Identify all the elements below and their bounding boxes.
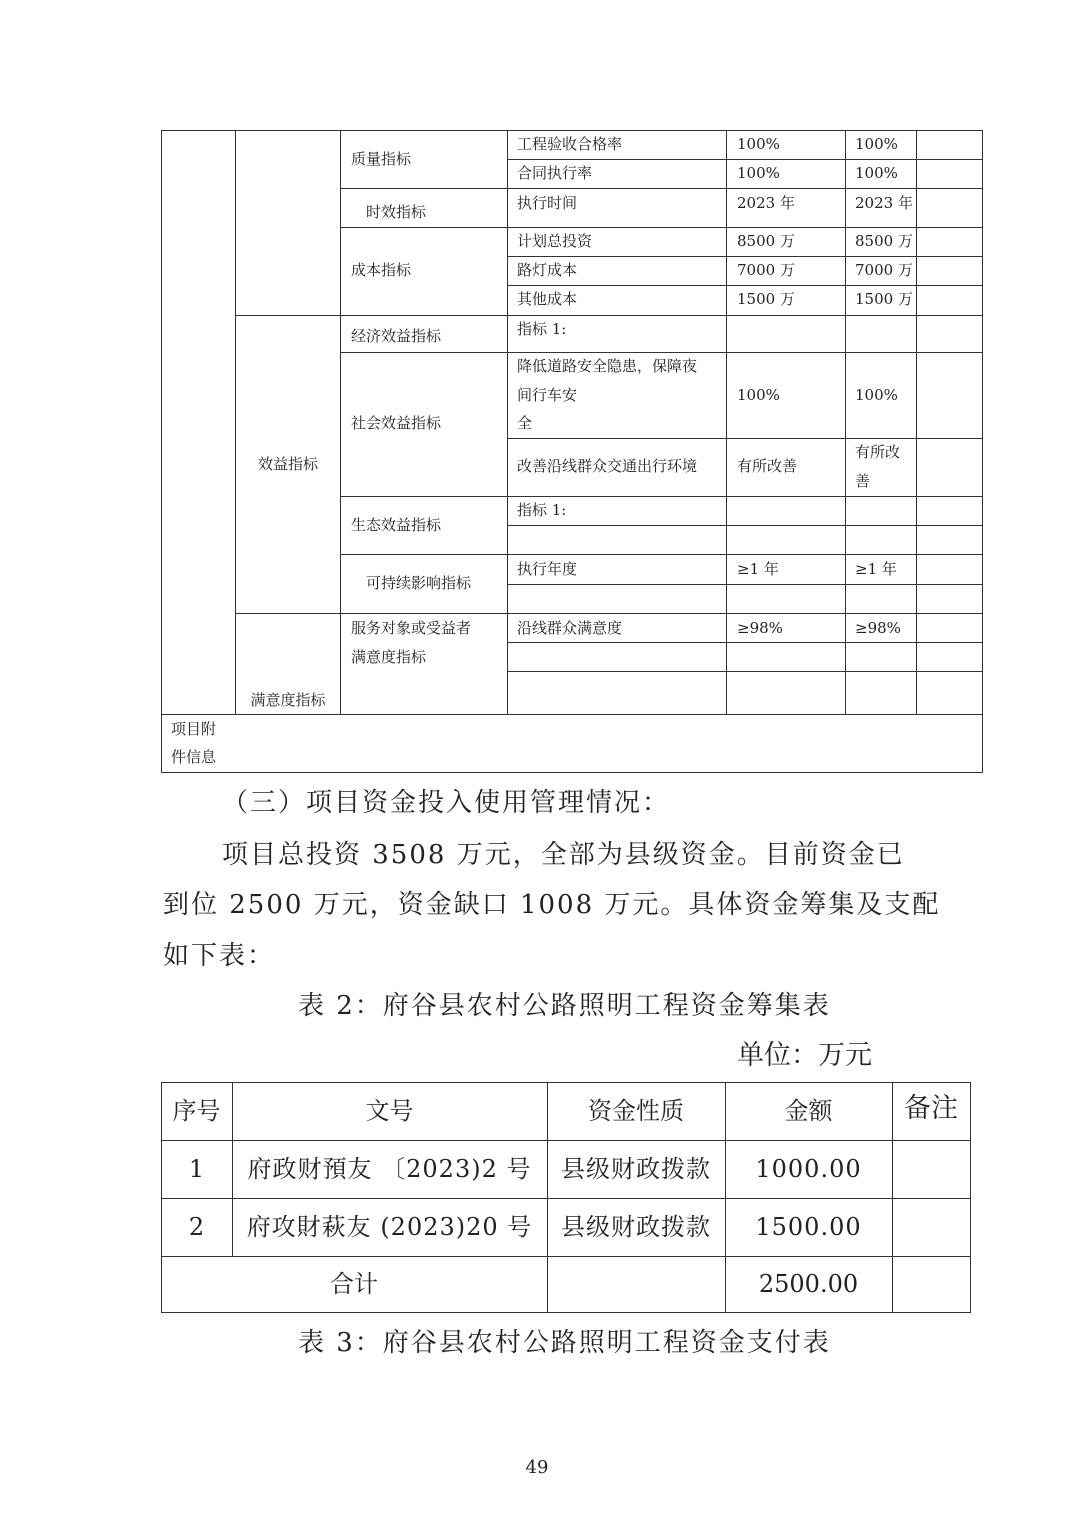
- indicator-name: 指标 1:: [517, 320, 567, 338]
- indicator-target: 2023 年: [737, 194, 795, 212]
- total-value: 2500.00: [758, 1270, 859, 1298]
- indicator-target: ≥98%: [737, 619, 783, 637]
- table-cell-amount: 1000.00: [755, 1155, 862, 1183]
- table2-unit: 单位：万元: [737, 1040, 872, 1071]
- indicator-actual: 100%: [855, 135, 898, 153]
- indicator-target: 有所改善: [737, 457, 798, 475]
- indicator-actual-line: 有所改: [855, 443, 901, 461]
- indicator-target: 7000 万: [737, 261, 795, 279]
- body-line: 到位 2500 万元，资金缺口 1008 万元。具体资金筹集及支配: [163, 890, 941, 920]
- attachment-label-line: 件信息: [171, 748, 217, 766]
- indicator-name: 执行时间: [517, 194, 578, 212]
- indicator-name: 合同执行率: [517, 164, 593, 182]
- indicator-actual: 100%: [855, 386, 898, 404]
- indicator-name-line: 全: [517, 414, 533, 432]
- header-doc-no: 文号: [365, 1097, 414, 1125]
- level3-service-line1: 服务对象或受益者: [351, 619, 472, 637]
- table-cell-doc-no: 府攻財萩友 (2023)20 号: [246, 1213, 533, 1241]
- indicator-name-line: 降低道路安全隐患，保障夜: [517, 357, 698, 375]
- indicator-name: 路灯成本: [517, 261, 578, 279]
- table-cell-fund-type: 县级财政拨款: [561, 1213, 711, 1241]
- header-amount: 金额: [784, 1097, 833, 1125]
- header-fund-type: 资金性质: [588, 1097, 684, 1125]
- level3-economic: 经济效益指标: [351, 327, 442, 345]
- level3-quality: 质量指标: [351, 150, 412, 168]
- level2-benefit: 效益指标: [257, 455, 318, 473]
- indicator-name-line: 间行车安: [517, 386, 578, 404]
- table-cell-seq: 1: [188, 1155, 205, 1183]
- table3-title: 表 3：府谷县农村公路照明工程资金支付表: [298, 1328, 831, 1358]
- indicator-actual: ≥1 年: [855, 560, 897, 578]
- level2-satisfaction: 满意度指标: [250, 691, 326, 709]
- indicator-actual-line: 善: [855, 472, 871, 490]
- indicator-actual: 1500 万: [855, 290, 913, 308]
- level3-cost: 成本指标: [351, 261, 412, 279]
- body-line: 项目总投资 3508 万元，全部为县级资金。目前资金已: [222, 840, 905, 870]
- indicator-actual: 2023 年: [855, 194, 913, 212]
- table-cell-seq: 2: [188, 1213, 205, 1241]
- indicator-name: 指标 1:: [517, 501, 567, 519]
- section-heading: （三）项目资金投入使用管理情况：: [222, 788, 671, 818]
- attachment-label-line: 项目附: [171, 720, 217, 738]
- header-seq: 序号: [172, 1097, 221, 1125]
- table-cell-doc-no: 府政财預友 〔2023)2 号: [247, 1155, 532, 1183]
- indicator-name: 计划总投资: [517, 232, 593, 250]
- indicator-actual: 8500 万: [855, 232, 913, 250]
- indicator-target: 100%: [737, 164, 780, 182]
- table2-title: 表 2：府谷县农村公路照明工程资金筹集表: [298, 991, 831, 1021]
- indicator-target: 100%: [737, 135, 780, 153]
- indicator-name: 执行年度: [517, 560, 578, 578]
- level3-sustainable: 可持续影响指标: [366, 574, 472, 592]
- level3-timeliness: 时效指标: [366, 203, 427, 221]
- indicator-name: 其他成本: [517, 290, 578, 308]
- level3-social: 社会效益指标: [351, 414, 442, 432]
- level3-service-line2: 满意度指标: [351, 648, 427, 666]
- level3-ecological: 生态效益指标: [351, 516, 442, 534]
- total-label: 合计: [330, 1270, 378, 1298]
- indicator-name: 沿线群众满意度: [517, 619, 623, 637]
- indicator-target: 8500 万: [737, 232, 795, 250]
- indicator-actual: 7000 万: [855, 261, 913, 279]
- indicator-name: 改善沿线群众交通出行环境: [517, 457, 698, 475]
- table-cell-fund-type: 县级财政拨款: [561, 1155, 711, 1183]
- indicator-target: 1500 万: [737, 290, 795, 308]
- indicator-name: 工程验收合格率: [517, 135, 623, 153]
- indicator-actual: ≥98%: [855, 619, 901, 637]
- page-number: 49: [525, 1457, 549, 1478]
- indicator-target: 100%: [737, 386, 780, 404]
- indicator-actual: 100%: [855, 164, 898, 182]
- table-cell-amount: 1500.00: [755, 1213, 862, 1241]
- body-line: 如下表：: [163, 941, 276, 971]
- header-remark: 备注: [904, 1093, 958, 1124]
- indicator-target: ≥1 年: [737, 560, 779, 578]
